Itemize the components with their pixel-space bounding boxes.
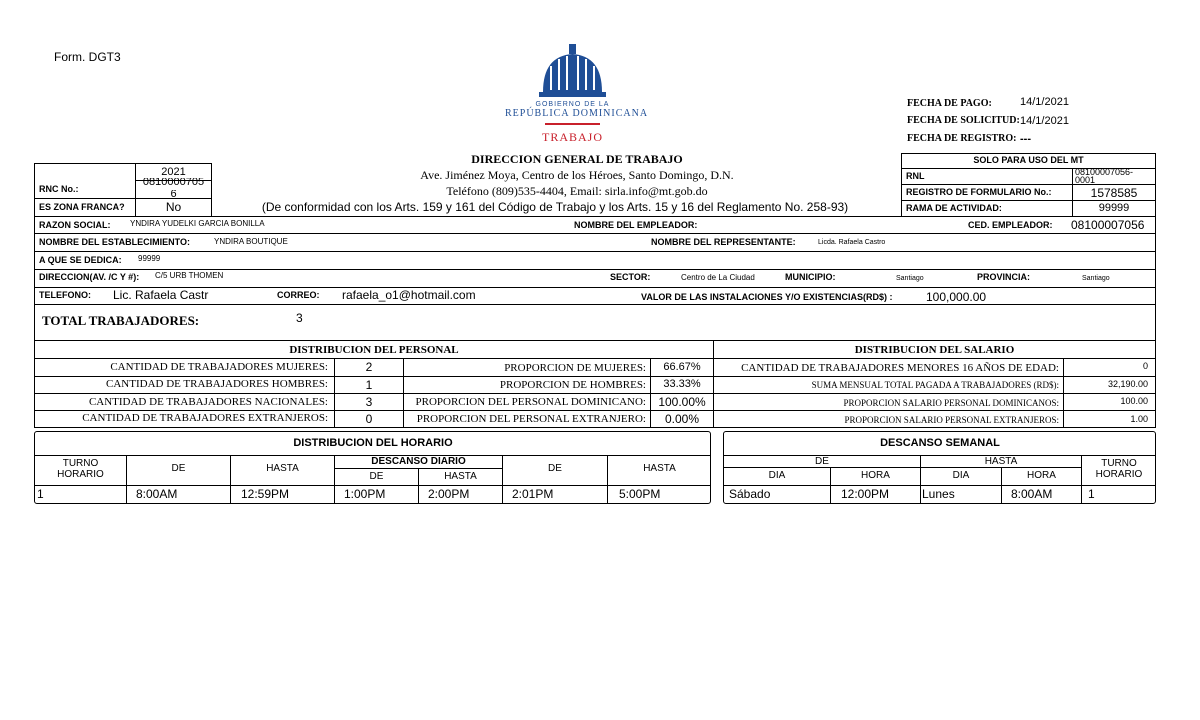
seal-line-1: GOBIERNO DE LA [535, 101, 610, 108]
representante-label: NOMBRE DEL REPRESENTANTE: [651, 237, 796, 247]
personal-row-plabel: PROPORCION DE MUJERES: [504, 362, 646, 374]
sector-value: Centro de La Ciudad [681, 273, 755, 282]
descanso-dia2-header: DIA [952, 470, 970, 481]
descanso-cell-turno: 1 [1088, 487, 1095, 501]
razon-social-label: RAZON SOCIAL: [39, 220, 111, 230]
descanso-diario-header: DESCANSO DIARIO [371, 456, 466, 467]
descanso-cell-dia-hasta: Lunes [922, 487, 955, 501]
establecimiento-value: YNDIRA BOUTIQUE [214, 237, 288, 246]
fecha-registro-value: --- [1020, 133, 1031, 145]
form-code: Form. DGT3 [54, 50, 121, 64]
personal-row-label: CANTIDAD DE TRABAJADORES NACIONALES: [88, 396, 328, 408]
descanso-turno-header: TURNO [1101, 458, 1137, 469]
dedica-value: 99999 [138, 254, 161, 263]
horario-turno-header: TURNO [62, 458, 99, 469]
dedica-label: A QUE SE DEDICA: [39, 255, 122, 265]
horario-de2-header: DE [548, 463, 562, 474]
descanso-diario-hasta-header: HASTA [444, 471, 477, 482]
personal-row-label: CANTIDAD DE TRABAJADORES MUJERES: [110, 361, 328, 373]
descanso-hasta-header: HASTA [984, 456, 1018, 467]
personal-row-plabel: PROPORCION DE HOMBRES: [499, 379, 646, 391]
government-seal [505, 42, 649, 146]
municipio-label: MUNICIPIO: [785, 272, 836, 282]
personal-row-plabel: PROPORCION DEL PERSONAL DOMINICANO: [415, 396, 646, 408]
salario-row-label: CANTIDAD DE TRABAJADORES MENORES 16 AÑOS DE EDAD: [741, 362, 1059, 374]
personal-row-pvalue: 33.33% [663, 378, 701, 390]
registro-formulario-label: REGISTRO DE FORMULARIO No.: [906, 187, 1052, 197]
horario-cell-dd-de: 1:00PM [344, 487, 386, 501]
telefono-label: TELEFONO: [39, 290, 91, 300]
header-legal: (De conformidad con los Arts. 159 y 161 del Código de Trabajo y los Arts. 15 y 16 del Reglamento No. 258-93) [261, 200, 849, 214]
fecha-solicitud-value: 14/1/2021 [1020, 115, 1069, 127]
salario-row-value: 1.00 [1130, 414, 1148, 424]
descanso-hora1-header: HORA [861, 470, 890, 481]
provincia-label: PROVINCIA: [977, 272, 1031, 282]
horario-title: DISTRIBUCION DEL HORARIO [293, 437, 453, 449]
personal-row-pvalue: 66.67% [663, 361, 701, 373]
seal-divider [545, 123, 600, 125]
seal-line-2: REPÚBLICA DOMINICANA [505, 108, 649, 119]
sector-label: SECTOR: [610, 272, 651, 282]
ced-empleador-value: 08100007056 [1071, 218, 1145, 232]
horario-cell-de2: 2:01PM [512, 487, 554, 501]
horario-cell-de: 8:00AM [136, 487, 178, 501]
total-trabajadores-value: 3 [296, 311, 303, 325]
representante-value: Licda. Rafaela Castro [818, 239, 886, 246]
year-value: 2021 [161, 166, 186, 178]
direccion-label: DIRECCION(AV. /C Y #): [39, 272, 140, 282]
rnl-label: RNL [906, 171, 925, 181]
personal-title: DISTRIBUCION DEL PERSONAL [289, 344, 459, 356]
mt-box-title: SOLO PARA USO DEL MT [973, 155, 1084, 165]
salario-row-value: 100.00 [1120, 396, 1148, 406]
correo-label: CORREO: [277, 290, 320, 300]
horario-cell-hasta: 12:59PM [241, 487, 290, 501]
correo-value: rafaela_o1@hotmail.com [342, 288, 476, 302]
salario-row-label: PROPORCION SALARIO PERSONAL EXTRANJEROS: [844, 415, 1059, 425]
rnc-label: RNC No.: [39, 184, 79, 194]
zona-franca-value: No [165, 200, 182, 214]
fecha-solicitud-label: FECHA DE SOLICITUD: [907, 115, 1020, 126]
establecimiento-label: NOMBRE DEL ESTABLECIMIENTO: [39, 237, 191, 247]
registro-formulario-value: 1578585 [1090, 186, 1138, 200]
valor-instalaciones-label: VALOR DE LAS INSTALACIONES Y/O EXISTENCIAS(RD$) : [641, 292, 893, 302]
rnl-value: 08100007056- [1075, 168, 1134, 176]
valor-instalaciones-value: 100,000.00 [926, 290, 987, 304]
fecha-pago-value: 14/1/2021 [1020, 96, 1069, 108]
header-phone: Teléfono (809)535-4404, Email: sirla.info@mt.gob.do [446, 184, 708, 198]
salario-row-label: PROPORCION SALARIO PERSONAL DOMINICANOS: [843, 398, 1059, 408]
telefono-value: Lic. Rafaela Castr [113, 288, 209, 302]
descanso-cell-hora-hasta: 8:00AM [1011, 487, 1053, 501]
personal-row-pvalue: 100.00% [658, 395, 706, 409]
personal-row-value: 0 [365, 412, 373, 426]
zona-franca-label: ES ZONA FRANCA? [39, 202, 125, 212]
municipio-value: Santiago [896, 275, 924, 282]
ced-empleador-label: CED. EMPLEADOR: [968, 220, 1053, 230]
direccion-value: C/5 URB THOMEN [155, 271, 224, 280]
dome-logo-icon [505, 42, 640, 102]
rnc-value-cont: 6 [170, 190, 177, 198]
descanso-cell-dia-de: Sábado [729, 487, 771, 501]
descanso-title: DESCANSO SEMANAL [880, 437, 1000, 449]
salario-title: DISTRIBUCION DEL SALARIO [854, 344, 1015, 356]
descanso-cell-hora-de: 12:00PM [841, 487, 890, 501]
provincia-value: Santiago [1082, 275, 1110, 282]
header-address: Ave. Jiménez Moya, Centro de los Héroes, Santo Domingo, D.N. [420, 168, 734, 182]
descanso-diario-de-header: DE [369, 471, 384, 482]
rnc-value: 0810000705 [142, 178, 205, 188]
horario-turno-header-cont: HORARIO [57, 469, 104, 480]
descanso-turno-header-cont: HORARIO [1095, 469, 1143, 480]
descanso-dia1-header: DIA [768, 470, 786, 481]
personal-row-value: 2 [365, 360, 373, 374]
page-title: DIRECCION GENERAL DE TRABAJO [471, 152, 683, 166]
personal-row-plabel: PROPORCION DEL PERSONAL EXTRANJERO: [416, 413, 646, 425]
personal-row-label: CANTIDAD DE TRABAJADORES EXTRANJEROS: [82, 412, 328, 424]
rama-actividad-label: RAMA DE ACTIVIDAD: [906, 203, 1002, 213]
personal-row-pvalue: 0.00% [664, 412, 700, 426]
personal-row-label: CANTIDAD DE TRABAJADORES HOMBRES: [106, 378, 328, 390]
empleador-label: NOMBRE DEL EMPLEADOR: [574, 220, 698, 230]
salario-row-label: SUMA MENSUAL TOTAL PAGADA A TRABAJADORES (RD$): [811, 380, 1059, 390]
salario-row-value: 0 [1142, 361, 1148, 371]
horario-cell-dd-hasta: 2:00PM [428, 487, 470, 501]
rnl-value-cont: 0001 [1075, 175, 1096, 185]
seal-line-3: TRABAJO [541, 130, 603, 144]
horario-hasta2-header: HASTA [643, 463, 676, 474]
personal-row-value: 1 [365, 378, 373, 392]
fecha-registro-label: FECHA DE REGISTRO: [907, 133, 1017, 144]
horario-cell-turno: 1 [37, 487, 44, 501]
razon-social-value: YNDIRA YUDELKI GARCIA BONILLA [130, 219, 265, 228]
descanso-hora2-header: HORA [1027, 470, 1056, 481]
personal-row-value: 3 [365, 395, 373, 409]
fecha-pago-label: FECHA DE PAGO: [907, 98, 992, 109]
horario-cell-hasta2: 5:00PM [619, 487, 661, 501]
horario-hasta-header: HASTA [266, 463, 299, 474]
horario-de-header: DE [171, 463, 186, 474]
rama-actividad-value: 99999 [1098, 202, 1130, 214]
total-trabajadores-label: TOTAL TRABAJADORES: [42, 313, 200, 328]
salario-row-value: 32,190.00 [1107, 379, 1148, 389]
descanso-de-header: DE [815, 456, 829, 467]
